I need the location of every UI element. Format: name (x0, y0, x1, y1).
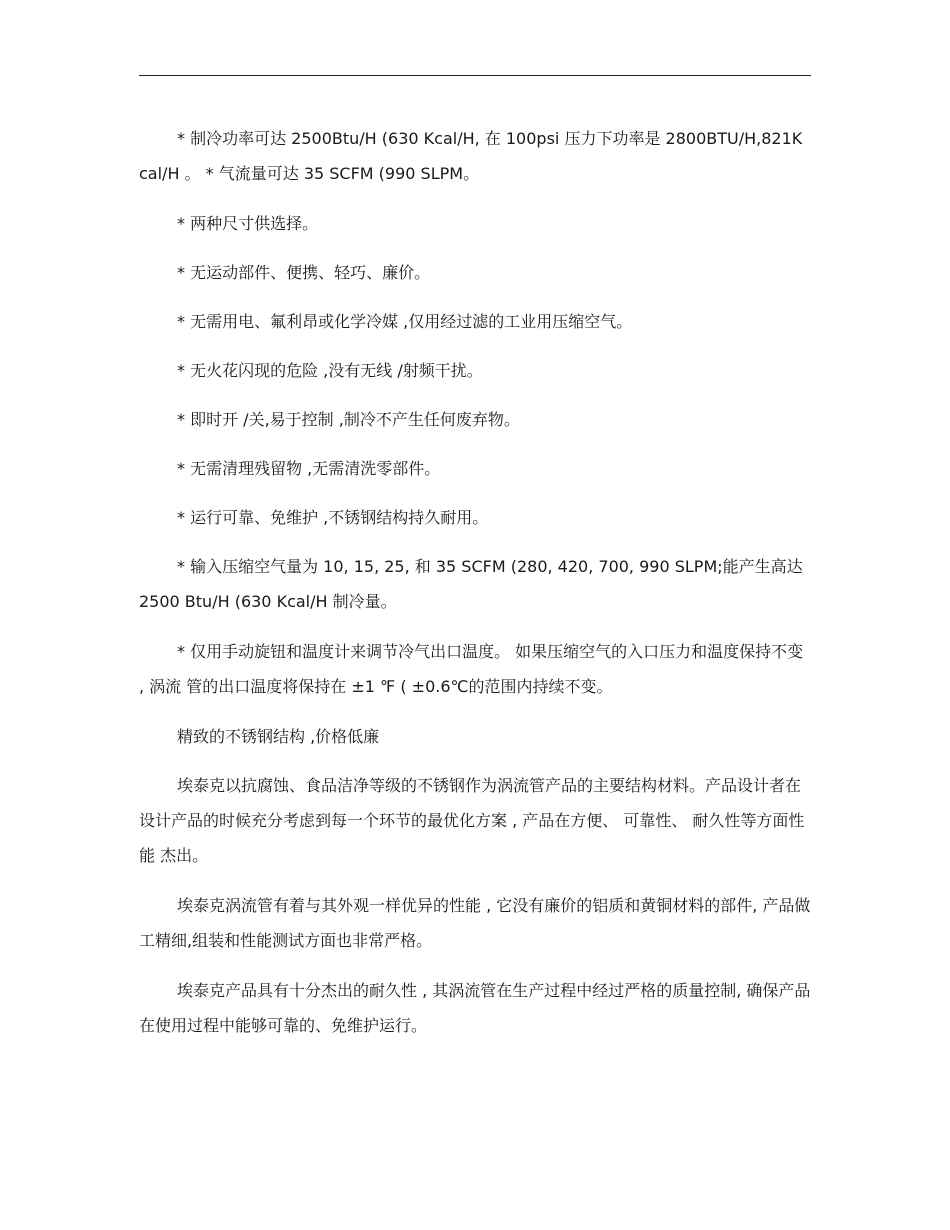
feature-cooling-capacity: * 制冷功率可达 2500Btu/H (630 Kcal/H, 在 100psi 压力下功率是 2800BTU/H,821Kcal/H 。 * 气流量可达 35 SCFM (990 SLPM。 (139, 129, 803, 183)
feature-two-sizes: * 两种尺寸供选择。 (177, 214, 319, 233)
body-paragraph-materials: 埃泰克以抗腐蚀、食品洁净等级的不锈钢作为涡流管产品的主要结构材料。产品设计者在 设计产品的时候充分考虑到每一个环节的最优化方案 , 产品在方便、 可靠性、 耐久性等方面性能 杰出。 (139, 776, 805, 865)
body-paragraph-performance: 埃泰克涡流管有着与其外观一样优异的性能 , 它没有廉价的铝质和黄铜材料的部件, 产品做 工精细,组装和性能测试方面也非常严格。 (139, 896, 811, 950)
feature-no-electricity: * 无需用电、氟利昂或化学冷媒 ,仅用经过滤的工业用压缩空气。 (177, 312, 633, 331)
feature-temperature-control: * 仅用手动旋钮和温度计来调节冷气出口温度。 如果压缩空气的入口压力和温度保持不变 , 涡流 管的出口温度将保持在 ±1 ℉ ( ±0.6℃的范围内持续不变。 (139, 642, 804, 696)
document-body (139, 121, 811, 1058)
feature-no-sparks: * 无火花闪现的危险 ,没有无线 /射频干扰。 (177, 361, 483, 380)
feature-air-consumption: * 输入压缩空气量为 10, 15, 25, 和 35 SCFM (280, 420, 700, 990 SLPM;能产生高达 2500 Btu/H (630 Kcal/H 制冷量。 (139, 557, 803, 611)
header-rule (139, 75, 811, 76)
feature-no-moving-parts: * 无运动部件、便携、轻巧、廉价。 (177, 263, 431, 282)
feature-reliable: * 运行可靠、免维护 ,不锈钢结构持久耐用。 (177, 508, 489, 527)
feature-instant-on-off: * 即时开 /关,易于控制 ,制冷不产生任何废弃物。 (177, 410, 520, 429)
feature-no-residue: * 无需清理残留物 ,无需清洗零部件。 (177, 459, 441, 478)
body-paragraph-durability: 埃泰克产品具有十分杰出的耐久性 , 其涡流管在生产过程中经过严格的质量控制, 确保产品 在使用过程中能够可靠的、免维护运行。 (139, 981, 811, 1035)
section-heading: 精致的不锈钢结构 ,价格低廉 (177, 727, 380, 746)
